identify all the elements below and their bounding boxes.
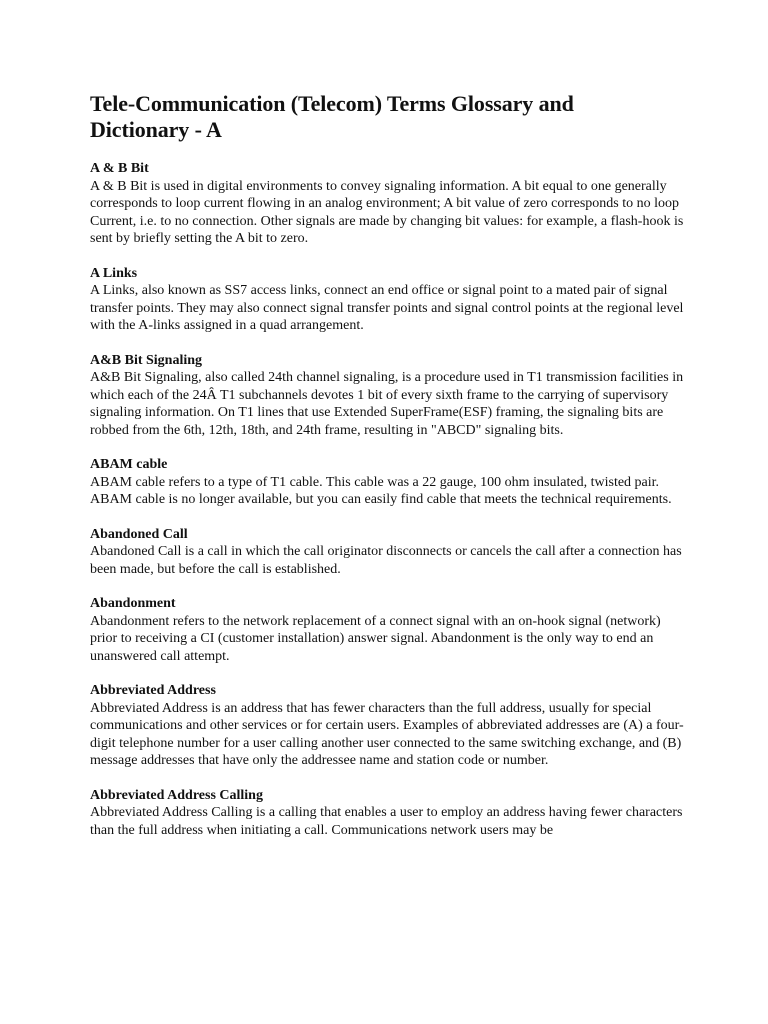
glossary-entry (90, 526, 690, 579)
glossary-entry (90, 787, 690, 840)
entry-definition: A & B Bit is used in digital environments to convey signaling information. A bit equal to one generally corresponds to loop current flowing in an analog environment; A bit value of zero corresponds to no loop Current, i.e. to no connection. Other signals are made by changing bit values: for example, a flash-hook is sent by briefly setting the A bit to zero. (90, 178, 684, 246)
entry-term: Abandonment (90, 596, 176, 611)
entry-term: Abbreviated Address (90, 683, 216, 698)
glossary-entry (90, 682, 690, 770)
glossary-entry (90, 456, 690, 509)
document-content (90, 91, 690, 856)
entry-definition: Abandoned Call is a call in which the call originator disconnects or cancels the call after a connection has been made, but before the call is established. (90, 544, 682, 577)
entry-definition: A&B Bit Signaling, also called 24th channel signaling, is a procedure used in T1 transmission facilities in which each of the 24Â T1 subchannels devotes 1 bit of every sixth frame to the carrying of supervisory signaling information. On T1 lines that use Extended SuperFrame(ESF) framing, the signaling bits are robbed from the 6th, 12th, 18th, and 24th frame, resulting in "ABCD" signaling bits. (90, 370, 684, 438)
entry-term: A Links (90, 265, 138, 281)
entry-term: Abandoned Call (90, 526, 188, 542)
glossary-entry (90, 352, 690, 440)
entry-term: ABAM cable (90, 457, 168, 472)
entry-definition: Abbreviated Address Calling is a calling that enables a user to employ an address having fewer characters than the full address when initiating a call. Communications network users may be (90, 805, 683, 838)
entry-definition: ABAM cable refers to a type of T1 cable. This cable was a 22 gauge, 100 ohm insulated, twisted pair. ABAM cable is no longer available, but you can easily find cable that meets the technical requirements. (90, 474, 672, 507)
entry-definition: A Links, also known as SS7 access links, connect an end office or signal point to a mated pair of signal transfer points. They may also connect signal transfer points and signal control points at the regional level with the A-links assigned in a quad arrangement. (90, 283, 684, 333)
page-title (90, 91, 690, 143)
entry-term: Abbreviated Address Calling (90, 787, 263, 803)
title-line-2: Dictionary - A (90, 117, 222, 142)
entry-definition: Abandonment refers to the network replacement of a connect signal with an on-hook signal (network) prior to receiving a CI (customer installation) answer signal. Abandonment is the only way to end an unanswered call attempt. (90, 613, 661, 664)
entry-term: A & B Bit (90, 161, 149, 176)
title-line-1: Tele-Communication (Telecom) Terms Glossary and (90, 91, 574, 116)
glossary-entry (90, 160, 690, 248)
entry-term: A&B Bit Signaling (90, 352, 203, 368)
glossary-entry (90, 595, 690, 665)
glossary-entry (90, 265, 690, 335)
entry-definition: Abbreviated Address is an address that has fewer characters than the full address, usually for special communications and other services or for certain users. Examples of abbreviated addresses are (A) a four-digit telephone number for a user calling another user connected to the same switching exchange, and (B) message addresses that have only the addressee name and station code or number. (90, 700, 684, 768)
